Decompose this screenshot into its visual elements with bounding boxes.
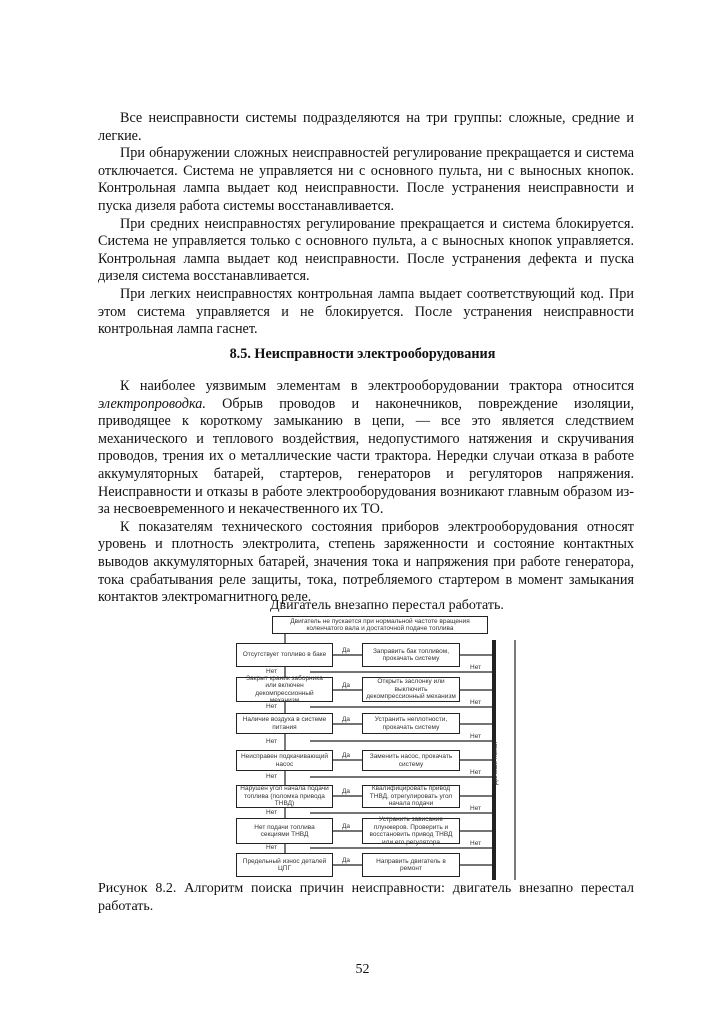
no-label: Нет xyxy=(470,769,482,776)
yes-label: Да xyxy=(342,716,351,723)
yes-label: Да xyxy=(342,647,351,654)
no-label: Нет xyxy=(470,664,482,671)
no-label: Нет xyxy=(470,699,482,706)
text: К наиболее уязвимым элементам в электрооборудовании трактора относится xyxy=(120,378,634,394)
page-number: 52 xyxy=(355,962,370,977)
cause-box: Наличие воздуха в системе питания xyxy=(236,713,333,734)
cause-box: Нарушен угол начала подачи топлива (поломка привода ТНВД) xyxy=(236,785,333,808)
action-box: Устранить неплотности, прокачать систему xyxy=(362,713,460,734)
flowchart-top-box: Двигатель не пускается при нормальной частоте вращения коленчатого вала и достаточной подаче топлива xyxy=(272,616,488,634)
yes-label: Да xyxy=(342,857,351,864)
action-box: Устранить зависание плунжеров. Проверить и восстановить привод ТНВД или его регулятора xyxy=(362,818,460,844)
yes-label: Да xyxy=(342,788,351,795)
cause-box: Нет подачи топлива секциями ТНВД xyxy=(236,818,333,844)
italic-term: электропроводка. xyxy=(98,395,206,412)
action-box: Заправить бак топливом, прокачать систему xyxy=(362,643,460,667)
yes-label: Да xyxy=(342,823,351,830)
text: Обрыв проводов и наконечников, повреждение изоляции, приводящее к короткому замыканию в цепи, — все это является следствием механического и теплового воздействия, недопустимого натяжения и скручивания проводов, трения их о металлические части трактора. Нередки случаи отказа в работе аккумуляторных батарей, стартеров, генераторов и регуляторов напряжения. Неисправности и отказы в работе электрооборудования возникают главным образом из-за несвоевременного и некачественного их ТО. xyxy=(98,395,634,518)
cause-box: Неисправен подкачивающий насос xyxy=(236,750,333,771)
action-box: Открыть заслонку или выключить декомпрессионный механизм xyxy=(362,677,460,702)
no-label: Нет xyxy=(266,668,278,675)
action-box: Заменить насос, прокачать систему xyxy=(362,750,460,771)
no-label: Нет xyxy=(266,738,278,745)
no-label: Нет xyxy=(266,703,278,710)
no-label: Нет xyxy=(266,844,278,851)
action-box: Направить двигатель в ремонт xyxy=(362,853,460,877)
figure-caption: Рисунок 8.2. Алгоритм поиска причин неисправности: двигатель внезапно перестал работать. xyxy=(98,881,634,914)
paragraph: При обнаружении сложных неисправностей регулирование прекращается и система отключается. Система не управляется ни с основного пульта, ни с выносных кнопок. Контрольная лампа выдает код неисправности. После устранения неисправности и пуска дизеля работа системы восстанавливается. xyxy=(98,145,634,214)
no-label: Нет xyxy=(470,805,482,812)
paragraph: При легких неисправностях контрольная лампа выдает соответствующий код. При этом система управляется и не блокируется. После устранения неисправности контрольная лампа гаснет. xyxy=(98,285,634,338)
cause-box: Закрыт краник заборника или включен декомпрессионный механизм xyxy=(236,677,333,702)
paragraph: Все неисправности системы подразделяются на три группы: сложные, средние и легкие. xyxy=(98,110,634,144)
cause-box: Предельный износ деталей ЦПГ xyxy=(236,853,333,877)
diagram-title: Двигатель внезапно перестал работать. xyxy=(270,598,504,613)
yes-label: Да xyxy=(342,682,351,689)
section-heading: 8.5. Неисправности электрооборудования xyxy=(229,346,496,362)
no-label: Нет xyxy=(266,773,278,780)
no-label: Нет xyxy=(266,809,278,816)
no-label: Нет xyxy=(470,733,482,740)
yes-label: Да xyxy=(342,752,351,759)
no-label: Нет xyxy=(470,840,482,847)
paragraph: При средних неисправностях регулирование прекращается и система блокируется. Система не управляется только с основного пульта, а с выносных кнопок управляется. Контрольная лампа выдает код неисправности. После устранения дефекта и пуска дизеля система восстанавливается. xyxy=(98,215,634,285)
side-label: Дальше поиск xyxy=(491,742,499,785)
cause-box: Отсутствует топливо в баке xyxy=(236,643,333,667)
paragraph-indicators: К показателям технического состояния приборов электрооборудования относят уровень и плотность электролита, степень заряженности и состояние контактных выводов аккумуляторных батарей, значения тока и напряжения при работе генератора, тока срабатывания реле защиты, тока, потребляемого стартером в момент замыкания контактов электромагнитного реле. xyxy=(98,518,634,606)
action-box: Квалифицировать привод ТНВД, отрегулировать угол начала подачи xyxy=(362,785,460,808)
